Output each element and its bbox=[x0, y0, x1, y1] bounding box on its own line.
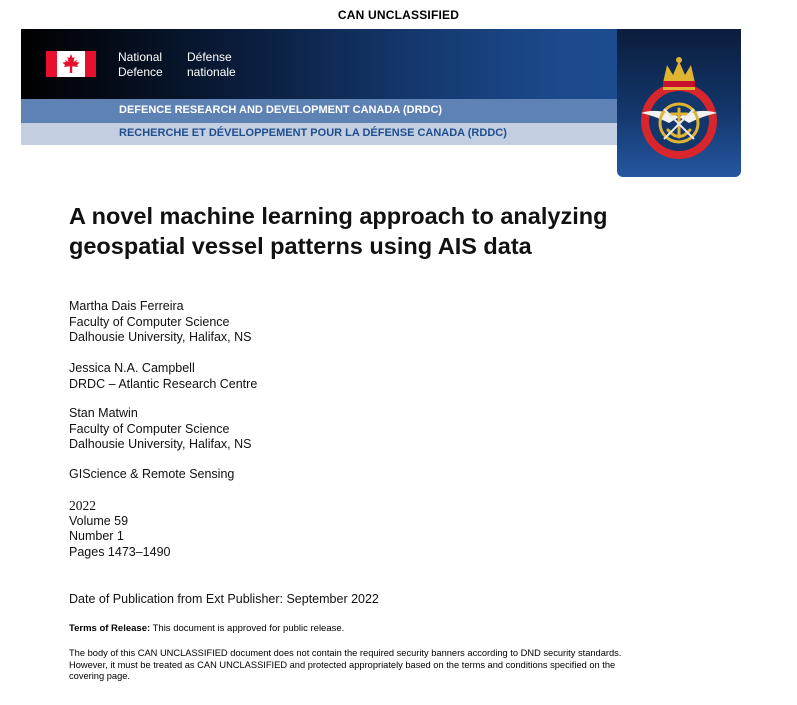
department-name-en bbox=[118, 50, 163, 80]
publication-date: Date of Publication from Ext Publisher: September 2022 bbox=[69, 592, 379, 606]
department-en-line2: Defence bbox=[118, 65, 163, 79]
journal-name: GIScience & Remote Sensing bbox=[69, 467, 235, 481]
author-name: Stan Matwin bbox=[69, 406, 138, 420]
security-note-line: covering page. bbox=[69, 671, 130, 681]
canada-flag-icon bbox=[46, 51, 96, 77]
drdc-banner bbox=[21, 29, 741, 145]
department-en-line1: National bbox=[118, 50, 163, 64]
terms-label: Terms of Release: bbox=[69, 623, 151, 634]
department-fr-line1: Défense bbox=[187, 50, 232, 64]
author-affiliation: Dalhousie University, Halifax, NS bbox=[69, 437, 252, 451]
agency-name-fr: RECHERCHE ET DÉVELOPPEMENT POUR LA DÉFENSE CANADA (RDDC) bbox=[119, 127, 507, 139]
author-affiliation: DRDC – Atlantic Research Centre bbox=[69, 376, 258, 391]
security-note-line: However, it must be treated as CAN UNCLASSIFIED and protected appropriately based on the terms and conditions specified on the bbox=[69, 659, 616, 670]
author-name: Martha Dais Ferreira bbox=[69, 299, 184, 313]
terms-text: This document is approved for public release. bbox=[150, 623, 345, 634]
author-affiliation: Faculty of Computer Science bbox=[69, 421, 230, 436]
author-block-1 bbox=[69, 299, 251, 346]
terms-of-release bbox=[69, 623, 344, 634]
author-block-3 bbox=[69, 406, 251, 453]
author-affiliation: Faculty of Computer Science bbox=[69, 314, 230, 329]
citation-number: Number 1 bbox=[69, 529, 124, 543]
agency-name-en: DEFENCE RESEARCH AND DEVELOPMENT CANADA (DRDC) bbox=[119, 104, 443, 116]
citation-volume: Volume 59 bbox=[69, 513, 129, 528]
author-affiliation: Dalhousie University, Halifax, NS bbox=[69, 330, 252, 344]
document-title bbox=[69, 201, 749, 261]
security-note bbox=[69, 648, 729, 683]
title-line-2: geospatial vessel patterns using AIS data bbox=[69, 233, 532, 259]
classification-marking: CAN UNCLASSIFIED bbox=[337, 8, 460, 22]
author-block-2 bbox=[69, 361, 257, 392]
author-name: Jessica N.A. Campbell bbox=[69, 361, 195, 375]
title-line-1: A novel machine learning approach to analyzing bbox=[69, 203, 608, 229]
department-fr-line2: nationale bbox=[187, 65, 236, 79]
citation-pages: Pages 1473–1490 bbox=[69, 544, 171, 559]
department-name-fr bbox=[187, 50, 236, 80]
citation-details bbox=[69, 498, 170, 560]
citation-year: 2022 bbox=[69, 498, 96, 513]
canadian-forces-crest-icon bbox=[617, 29, 741, 177]
security-note-line: The body of this CAN UNCLASSIFIED document does not contain the required security banners according to DND security standards. bbox=[69, 648, 622, 658]
